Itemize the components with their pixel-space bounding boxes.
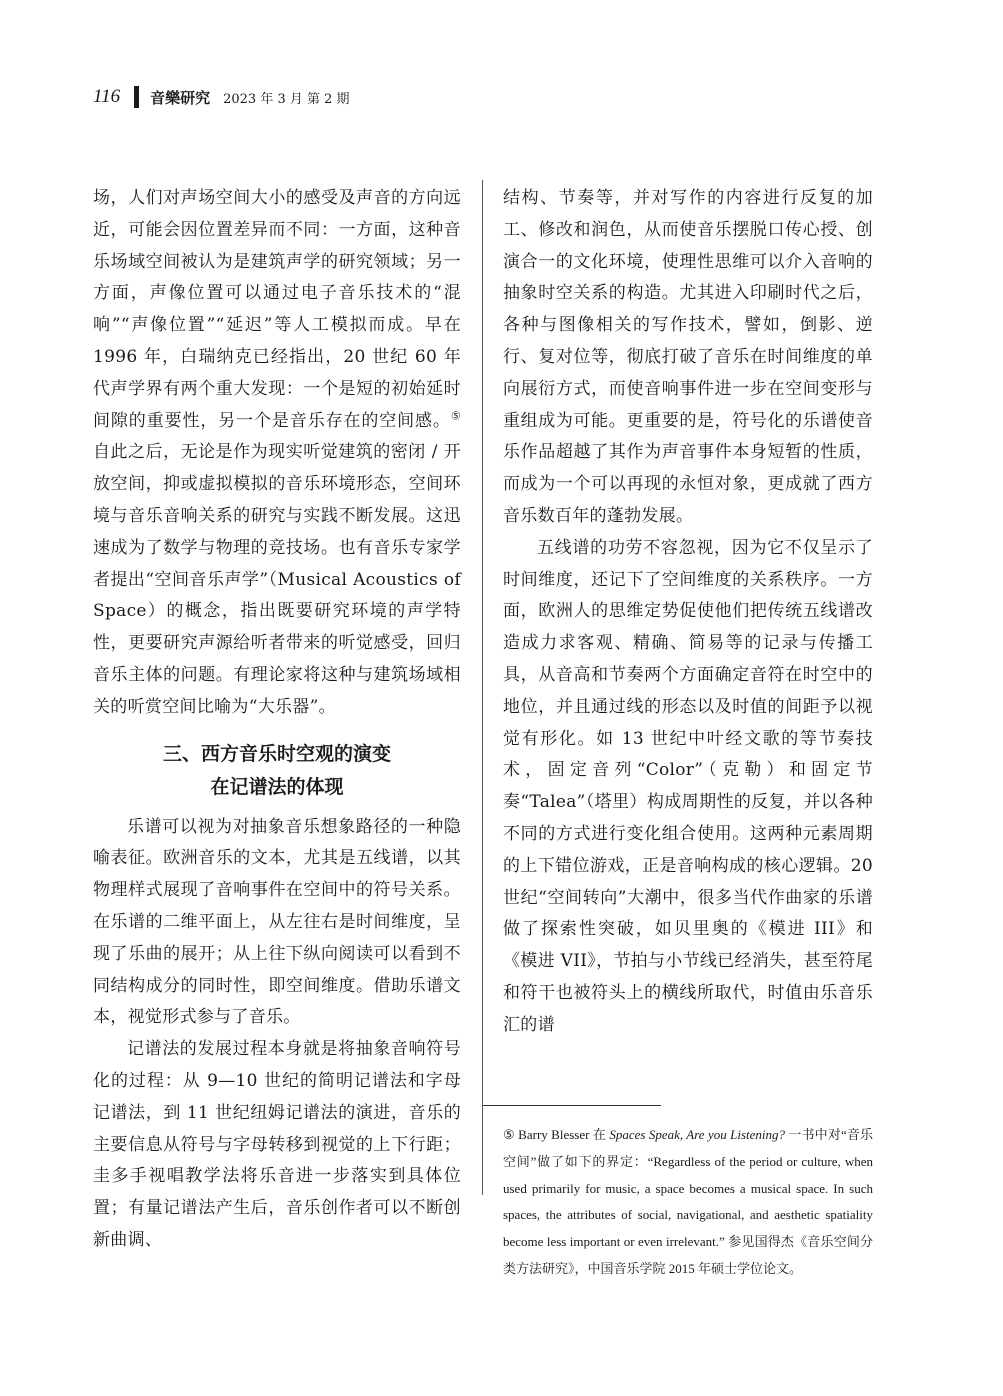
body-paragraph: 结构、节奏等，并对写作的内容进行反复的加工、修改和润色，从而使音乐摆脱口传心授、创演合一的文化环境，使理性思维可以介入音响的抽象时空关系的构造。尤其进入印刷时代之后，各种与图像相关的写作技术，譬如，倒影、逆行、复对位等，彻底打破了音乐在时间维度的单向展衍方式，而使音响事件进一步在空间变形与重组成为可能。更重要的是，符号化的乐谱使音乐作品超越了其作为声音事件本身短暂的性质，而成为一个可以再现的永恒对象，更成就了西方音乐数百年的蓬勃发展。 bbox=[503, 188, 873, 526]
footnote-reference[interactable]: ⑤ bbox=[450, 408, 461, 422]
paragraph-text: 场，人们对声场空间大小的感受及声音的方向远近，可能会因位置差异而不同：一方面，这种音乐场域空间被认为是建筑声学的研究领域；另一方面，声像位置可以通过电子音乐技术的“混响”“声像位置”“延迟”等人工模拟而成。早在 1996 年，白瑞纳克已经指出，20 世纪 60 年代声学界有两个重大发现：一个是短的初始延时间隙的重要性，另一个是音乐存在的空间感。 bbox=[93, 188, 461, 431]
footnote-text: 一书中对“音乐空间”做了如下的界定：“Regardless of the period or culture, when used primarily for music, a space becomes a musical space. In such spaces, the attributes of social, navigational, and aesthetic spatiality become less important or even irrelevant.” 参见国得杰《音乐空间分类方法研究》，中国音乐学院 2015 年硕士学位论文。 bbox=[503, 1127, 873, 1276]
body-paragraph: 记谱法的发展过程本身就是将抽象音响符号化的过程：从 9—10 世纪的简明记谱法和字母记谱法，到 11 世纪纽姆记谱法的演进，音乐的主要信息从符号与字母转移到视觉的上下行距；圭多手视唱教学法将乐音进一步落实到具体位置；有量记谱法产生后，音乐创作者可以不断创新曲调、 bbox=[93, 1039, 461, 1250]
paragraph-text: 自此之后，无论是作为现实听觉建筑的密闭 / 开放空间，抑或虚拟模拟的音乐环境形态，空间环境与音乐音响关系的研究与实践不断发展。这迅速成为了数学与物理的竞技场。也有音乐专家学者提出“空间音乐声学”（Musical Acoustics of Space）的概念，指出既要研究环境的声学特性，更要研究声源给听者带来的听觉感受，回归音乐主体的问题。有理论家将这种与建筑场域相关的听赏空间比喻为“大乐器”。 bbox=[93, 442, 461, 717]
section-heading bbox=[93, 738, 461, 804]
body-paragraph: 五线谱的功劳不容忽视，因为它不仅呈示了时间维度，还记下了空间维度的关系秩序。一方面，欧洲人的思维定势促使他们把传统五线谱改造成力求客观、精确、简易等的记录与传播工具，从音高和节奏两个方面确定音符在时空中的地位，并且通过线的形态以及时值的间距予以视觉有形化。如 13 世纪中叶经文歌的等节奏技术，固定音列“Color”（克勒）和固定节奏“Talea”（塔里）构成周期性的反复，并以各种不同的方式进行变化组合使用。这两种元素周期的上下错位游戏，正是音响构成的核心逻辑。20 世纪“空间转向”大潮中，很多当代作曲家的乐谱做了探索性突破，如贝里奥的《模进 III》和《模进 VII》，节拍与小节线已经消失，甚至符尾和符干也被符头上的横线所取代，时值由乐音乐汇的谱 bbox=[503, 537, 873, 1035]
section-heading-line: 三、西方音乐时空观的演变 bbox=[162, 742, 391, 765]
footnote-rule bbox=[483, 1105, 661, 1106]
footnote-marker: ⑤ bbox=[503, 1127, 515, 1142]
body-paragraph bbox=[93, 183, 461, 724]
section-heading-line: 在记谱法的体现 bbox=[210, 775, 344, 798]
footnote-author: Barry Blesser 在 bbox=[514, 1127, 610, 1142]
footnote bbox=[503, 1122, 873, 1283]
body-paragraph: 乐谱可以视为对抽象音乐想象路径的一种隐喻表征。欧洲音乐的文本，尤其是五线谱，以其物理样式展现了音响事件在空间中的符号关系。在乐谱的二维平面上，从左往右是时间维度，呈现了乐曲的展开；从上往下纵向阅读可以看到不同结构成分的同时性，即空间维度。借助乐谱文本，视觉形式参与了音乐。 bbox=[93, 816, 461, 1028]
running-header bbox=[93, 84, 350, 110]
journal-title: 音樂研究 bbox=[150, 88, 211, 107]
footnote-book-title: Spaces Speak, Are you Listening? bbox=[609, 1127, 786, 1142]
column-divider bbox=[482, 180, 483, 1195]
header-divider bbox=[134, 86, 139, 108]
issue-info: 2023 年 3 月 第 2 期 bbox=[223, 91, 350, 107]
right-column bbox=[503, 183, 873, 1042]
page-number: 116 bbox=[93, 86, 121, 107]
left-column bbox=[93, 183, 461, 1257]
